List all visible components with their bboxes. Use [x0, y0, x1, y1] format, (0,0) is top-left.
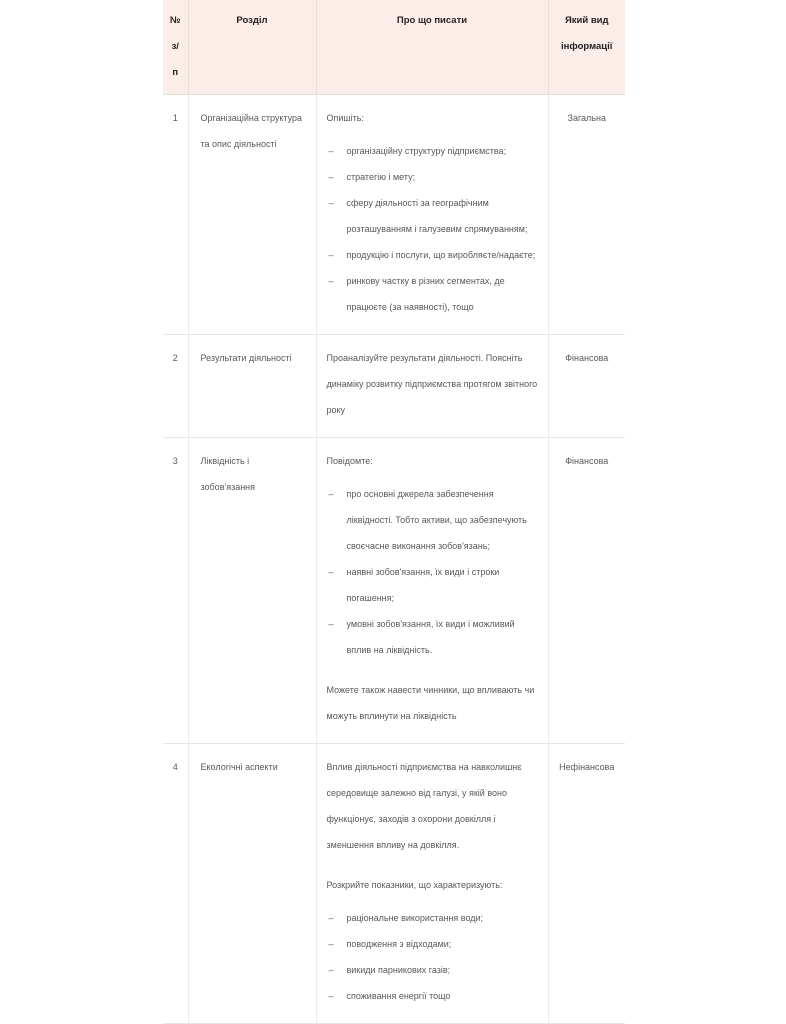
column-header-number-line-1: №: [169, 15, 181, 26]
row-section-name: Організаційна структура та опис діяльності: [188, 95, 316, 335]
dash-icon: –: [328, 567, 334, 577]
row-what-to-write: [316, 438, 548, 744]
row-section-name: Ліквідність і зобов'язання: [188, 438, 316, 744]
row-what-to-write: [316, 744, 548, 1024]
dash-icon: –: [328, 276, 334, 286]
table-header-row: [163, 0, 625, 95]
list-item-text: продукцію і послуги, що виробляєте/надаєте;: [346, 250, 536, 260]
table-row: [163, 335, 625, 438]
row-what-to-write: [316, 95, 548, 335]
dash-icon: –: [328, 913, 334, 923]
dash-icon: –: [328, 489, 334, 499]
row-bullet-list: [327, 481, 542, 663]
column-header-what-to-write: Про що писати: [316, 0, 548, 95]
dash-icon: –: [328, 965, 334, 975]
dash-icon: –: [328, 939, 334, 949]
list-item: [327, 242, 542, 268]
column-header-info-kind-line-1: Який вид: [564, 15, 609, 26]
dash-icon: –: [328, 619, 334, 629]
row-number: 4: [163, 744, 188, 1024]
list-item-text: раціональне використання води;: [346, 913, 484, 923]
row-intro-text: Повідомте:: [326, 456, 373, 466]
list-item: [327, 190, 542, 242]
list-item: [327, 268, 542, 320]
row-outro-text: Можете також навести чинники, що впливають чи можуть вплинути на ліквідність: [326, 685, 535, 721]
list-item-text: викиди парникових газів;: [346, 965, 451, 975]
report-table-container: [163, 0, 625, 1024]
list-item-text: сферу діяльності за географічним розташуванням і галузевим спрямуванням;: [346, 198, 528, 234]
column-header-section: Розділ: [188, 0, 316, 95]
row-intro-text: Проаналізуйте результати діяльності. Поясніть динаміку розвитку підприємства протягом звітного року: [326, 353, 538, 415]
list-item-text: про основні джерела забезпечення ліквідності. Тобто активи, що забезпечують своєчасне виконання зобов'язань;: [346, 489, 527, 551]
row-bullet-list: [327, 138, 542, 320]
dash-icon: –: [328, 250, 334, 260]
list-item: [327, 931, 542, 957]
list-item-text: ринкову частку в різних сегментах, де працюєте (за наявності), тощо: [346, 276, 505, 312]
row-section-name: Результати діяльності: [188, 335, 316, 438]
column-header-number-line-3: п: [172, 67, 179, 78]
table-header: [163, 0, 625, 95]
row-section-name: Екологічні аспекти: [188, 744, 316, 1024]
row-info-kind: Нефінансова: [548, 744, 625, 1024]
list-item: [327, 164, 542, 190]
row-number: 2: [163, 335, 188, 438]
row-info-kind: Фінансова: [548, 438, 625, 744]
column-header-info-kind-line-2: інформації: [561, 41, 613, 52]
dash-icon: –: [328, 172, 334, 182]
row-info-kind: Загальна: [548, 95, 625, 335]
row-number: 1: [163, 95, 188, 335]
column-header-info-kind: [548, 0, 625, 95]
row-what-to-write: [316, 335, 548, 438]
column-header-number: [163, 0, 188, 95]
list-item-text: поводження з відходами;: [346, 939, 452, 949]
list-item-text: організаційну структуру підприємства;: [346, 146, 507, 156]
list-item: [327, 559, 542, 611]
disclosure-requirements-table: [163, 0, 625, 1024]
row-outro-text: Розкрийте показники, що характеризують:: [326, 880, 503, 890]
row-info-kind: Фінансова: [548, 335, 625, 438]
row-intro-text: Вплив діяльності підприємства на навколишнє середовище залежно від галузі, у якій воно функціонує, заходів з охорони довкілля і зменшення впливу на довкілля.: [326, 762, 522, 850]
list-item-text: умовні зобов'язання, їх види і можливий вплив на ліквідність.: [346, 619, 515, 655]
column-header-number-line-2: з/: [171, 41, 179, 52]
list-item-text: стратегію і мету;: [346, 172, 416, 182]
list-item: [327, 983, 542, 1009]
dash-icon: –: [328, 991, 334, 1001]
row-intro-text: Опишіть:: [326, 113, 364, 123]
list-item: [327, 138, 542, 164]
list-item-text: споживання енергії тощо: [346, 991, 451, 1001]
row-bullet-list: [327, 905, 542, 1009]
list-item: [327, 905, 542, 931]
list-item: [327, 957, 542, 983]
list-item-text: наявні зобов'язання, їх види і строки погашення;: [346, 567, 500, 603]
table-row: [163, 95, 625, 335]
table-row: [163, 438, 625, 744]
table-body: [163, 95, 625, 1024]
list-item: [327, 611, 542, 663]
table-row: [163, 744, 625, 1024]
list-item: [327, 481, 542, 559]
dash-icon: –: [328, 198, 334, 208]
dash-icon: –: [328, 146, 334, 156]
row-number: 3: [163, 438, 188, 744]
